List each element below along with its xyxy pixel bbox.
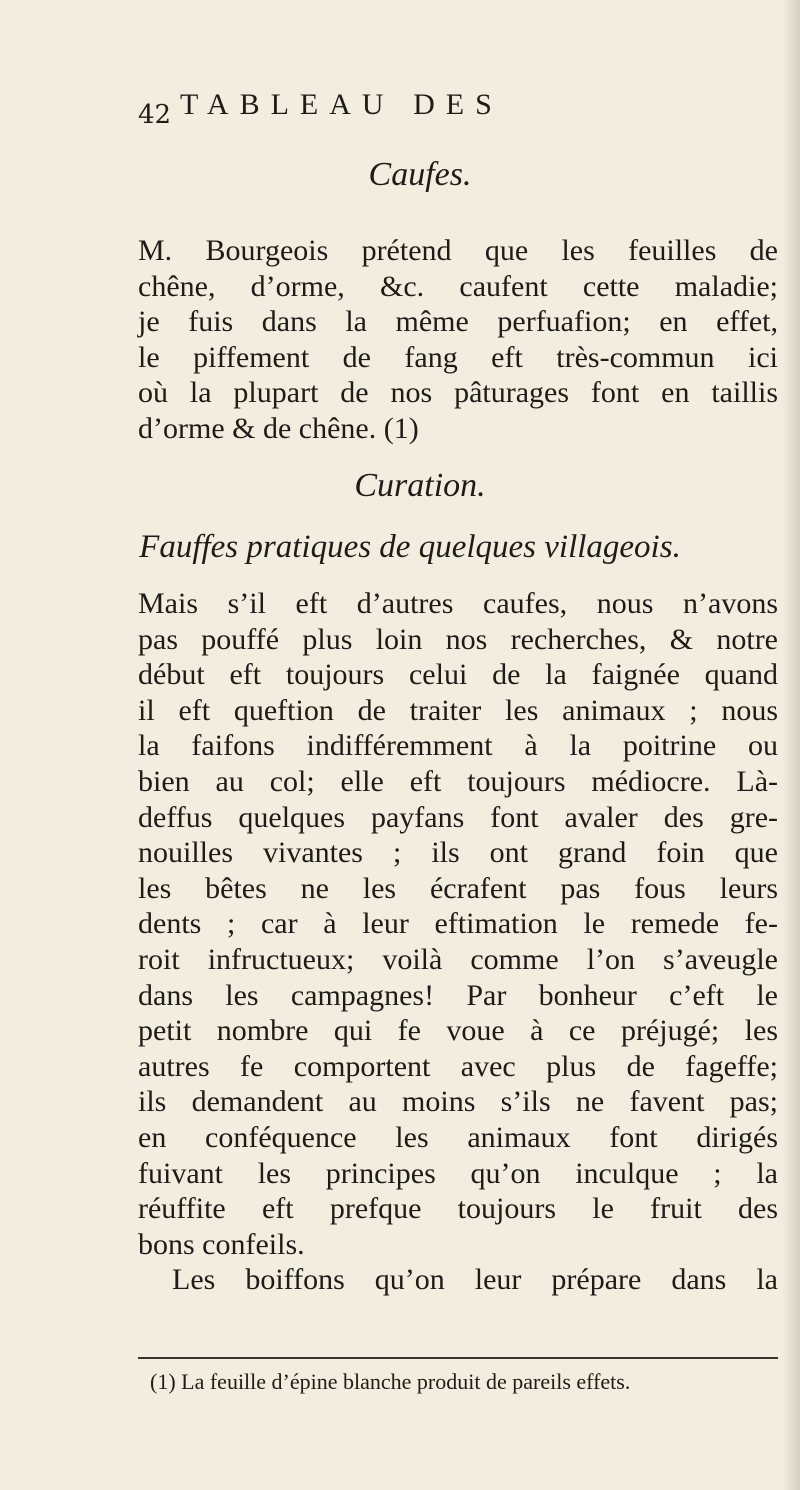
text-line: deffus quelques payfans font avaler des gre- (138, 800, 778, 834)
text-line: Mais s’il eft d’autres caufes, nous n’avons (138, 587, 778, 620)
text-line: en conféquence les animaux font dirigés (138, 1120, 778, 1154)
page-header (138, 88, 698, 138)
text-line: pas pouffé plus loin nos recherches, & notre (138, 622, 778, 656)
text-line: il eft queftion de traiter les animaux ; nous (138, 693, 778, 727)
text-line: nouilles vivantes ; ils ont grand foin que (138, 836, 778, 870)
text-line: bien au col; elle eft toujours médiocre. Là- (138, 764, 778, 798)
text-line: Les boiffons qu’on leur prépare dans la (172, 1263, 778, 1297)
text-line: la faifons indifféremment à la poitrine ou (138, 729, 778, 763)
text-line: fuivant les principes qu’on inculque ; la (138, 1156, 778, 1190)
text-line: M. Bourgeois prétend que les feuilles de (138, 234, 778, 267)
text-line: autres fe comportent avec plus de fageffe; (138, 1049, 778, 1083)
paragraph-fausses-pratiques (138, 586, 778, 1298)
text-line: début eft toujours celui de la faignée quand (138, 658, 778, 692)
footnote: (1) La feuille d’épine blanche produit de pareils effets. (150, 1369, 631, 1394)
section-heading-fausses-pratiques: Fauffes pratiques de quelques villageois. (139, 529, 681, 565)
text-line: ils demandent au moins s’ils ne favent pas; (138, 1085, 778, 1119)
text-line: roit infructueux; voilà comme l’on s’aveugle (138, 942, 778, 976)
text-line: je fuis dans la même perfuafion; en effet, (138, 305, 778, 339)
text-line: réuffite eft prefque toujours le fruit des (138, 1192, 778, 1226)
text-line: dans les campagnes! Par bonheur c’eft le (138, 978, 778, 1012)
text-line: les bêtes ne les écrafent pas fous leurs (138, 871, 778, 905)
text-line: dents ; car à leur eftimation le remede fe- (138, 907, 778, 941)
page-edge-shadow (782, 0, 800, 1490)
text-line: où la plupart de nos pâturages font en taillis (138, 376, 778, 410)
section-heading-causes: Caufes. (368, 156, 472, 193)
text-line: d’orme & de chêne. (1) (138, 411, 419, 445)
text-line: chêne, d’orme, &c. caufent cette maladie; (138, 269, 778, 303)
footnote-rule (138, 1357, 778, 1359)
text-line: petit nombre qui fe voue à ce préjugé; les (138, 1014, 778, 1048)
text-line: le piffement de fang eft très-commun ici (138, 340, 778, 374)
section-heading-curation: Curation. (354, 467, 486, 504)
page-number: 42 (138, 100, 172, 130)
paragraph-causes (138, 233, 778, 447)
running-title: TABLEAU DES (180, 88, 503, 121)
text-line: bons confeils. (138, 1227, 305, 1261)
